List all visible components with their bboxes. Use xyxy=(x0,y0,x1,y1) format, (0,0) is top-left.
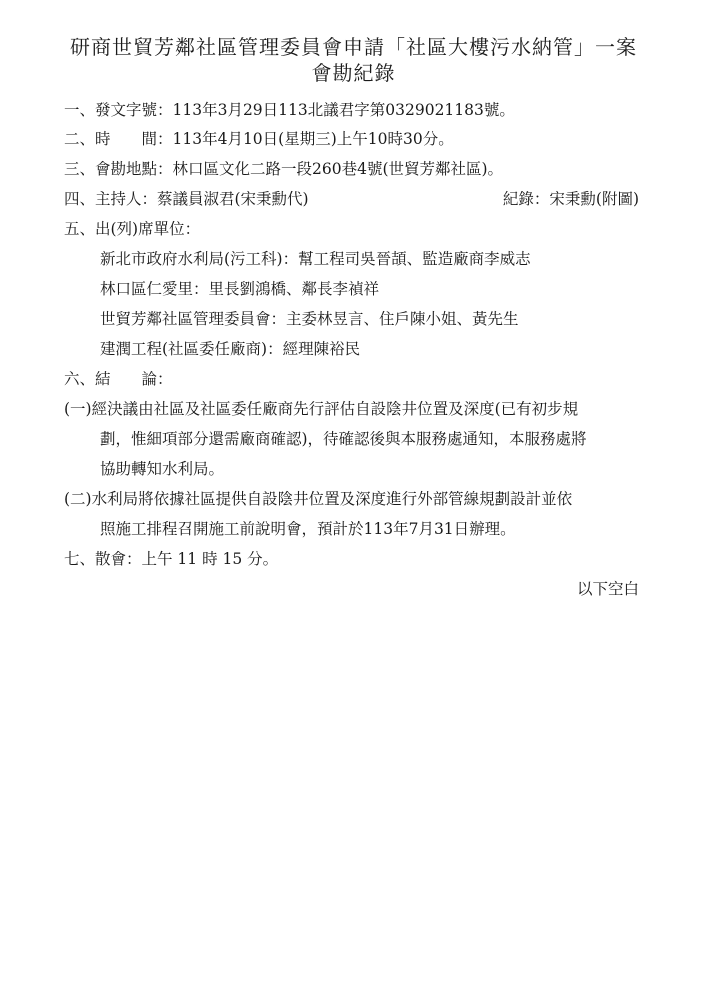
attendees-heading: 五、出(列)席單位： xyxy=(64,220,201,238)
item-time: 二、時 間：113年4月10日(星期三)上午10時30分。 xyxy=(64,130,454,148)
item-location: 三、會勘地點：林口區文化二路一段260巷4號(世貿芳鄰社區)。 xyxy=(64,160,504,178)
conclusion-1-line: 劃，惟細項部分還需廠商確認)，待確認後與本服務處通知，本服務處將 xyxy=(100,430,587,448)
attendee-line: 林口區仁愛里：里長劉鴻橋、鄰長李禎祥 xyxy=(100,280,380,298)
item-adjourn: 七、散會：上午 11 時 15 分。 xyxy=(64,550,279,568)
conclusion-1-line: 協助轉知水利局。 xyxy=(100,460,225,478)
conclusion-2-line: 照施工排程召開施工前說明會，預計於113年7月31日辦理。 xyxy=(100,520,516,538)
conclusion-2-line: (二)水利局將依據社區提供自設陰井位置及深度進行外部管線規劃設計並依 xyxy=(64,490,573,508)
attendee-line: 新北市政府水利局(污工科)：幫工程司吳晉頡、監造廠商李威志 xyxy=(100,250,531,268)
item-recorder: 紀錄：宋秉勳(附圖) xyxy=(502,190,639,208)
attendee-line: 建潤工程(社區委任廠商)：經理陳裕民 xyxy=(100,340,361,358)
document-title-line1: 研商世貿芳鄰社區管理委員會申請「社區大樓污水納管」一案 xyxy=(70,35,637,59)
attendee-line: 世貿芳鄰社區管理委員會：主委林昱言、住戶陳小姐、黃先生 xyxy=(100,310,519,328)
conclusion-1-line: (一)經決議由社區及社區委任廠商先行評估自設陰井位置及深度(已有初步規 xyxy=(64,400,579,418)
item-host: 四、主持人：蔡議員淑君(宋秉勳代) xyxy=(64,190,309,208)
item-doc-number: 一、發文字號：113年3月29日113北議君字第0329021183號。 xyxy=(64,101,515,119)
conclusion-heading: 六、結 論： xyxy=(64,370,173,388)
blank-note: 以下空白 xyxy=(576,580,639,598)
document-title-line2: 會勘紀錄 xyxy=(311,61,396,85)
